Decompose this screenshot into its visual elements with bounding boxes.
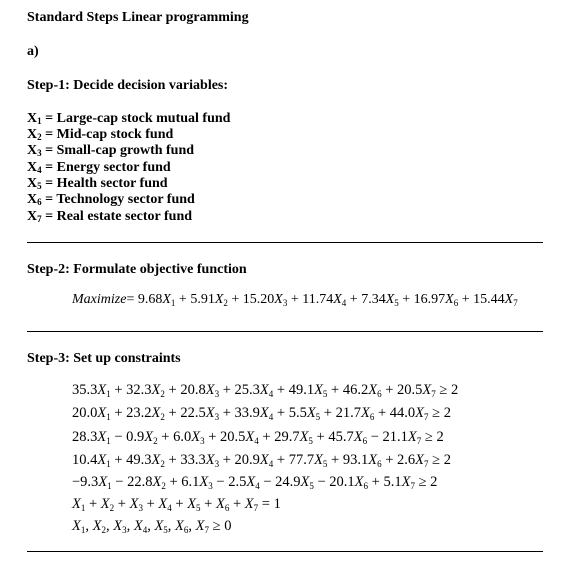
- variable-symbol: X: [214, 292, 224, 307]
- relation: ≥ 2: [428, 405, 451, 421]
- variable-index: 3: [214, 459, 220, 469]
- variable-index: 7: [424, 459, 429, 469]
- variable-symbol: X: [98, 474, 108, 490]
- coefficient: 22.5: [180, 405, 206, 421]
- relation: ≥ 2: [435, 382, 459, 398]
- variable-symbol: X: [27, 160, 38, 175]
- variable-index: 5: [315, 412, 321, 422]
- variable-symbol: X: [158, 496, 168, 512]
- operator: −: [313, 474, 330, 490]
- constraint-row: [72, 429, 444, 446]
- variable-index: 4: [254, 436, 259, 446]
- operator: −: [110, 429, 127, 445]
- operator: +: [258, 429, 275, 445]
- variable-symbol: X: [445, 292, 454, 307]
- coefficient: 20.5: [220, 429, 246, 445]
- variable-symbol: X: [195, 518, 205, 534]
- variable-label: = Mid-cap stock fund: [41, 127, 174, 142]
- operator: +: [229, 496, 245, 512]
- operator: +: [164, 405, 181, 421]
- variable-index: 4: [37, 165, 42, 175]
- variable-index: 6: [369, 412, 375, 422]
- relation: = 1: [258, 496, 281, 512]
- operator: +: [165, 474, 182, 490]
- coefficient: 29.7: [274, 429, 300, 445]
- coefficient: 5.5: [288, 405, 307, 421]
- operator: +: [368, 474, 384, 490]
- variable-label: = Real estate sector fund: [41, 209, 193, 224]
- variable-label: = Health sector fund: [41, 176, 168, 191]
- operator: +: [200, 496, 216, 512]
- variable-index: 2: [109, 503, 115, 513]
- operator: ,: [147, 518, 155, 534]
- relation: ≥ 0: [209, 518, 232, 534]
- coefficient: 35.3: [72, 382, 98, 398]
- coefficient: 22.8: [127, 474, 153, 490]
- coefficient: 6.0: [173, 429, 192, 445]
- variable-symbol: X: [92, 518, 102, 534]
- variable-index: 7: [37, 214, 42, 224]
- variable-index: 5: [322, 389, 328, 399]
- coefficient: 2.6: [397, 452, 416, 468]
- variable-symbol: X: [368, 452, 378, 468]
- operator: +: [219, 452, 235, 468]
- operator: +: [164, 382, 181, 398]
- variable-index: 1: [80, 525, 86, 535]
- variable-symbol: X: [129, 496, 139, 512]
- operator: +: [381, 382, 398, 398]
- variable-index: 3: [138, 503, 143, 513]
- operator: +: [287, 292, 303, 307]
- coefficient: 28.3: [72, 429, 98, 445]
- coefficient: 20.5: [397, 382, 423, 398]
- variable-symbol: X: [215, 496, 225, 512]
- variable-symbol: X: [354, 474, 364, 490]
- variable-index: 4: [167, 503, 172, 513]
- variable-symbol: X: [205, 405, 215, 421]
- variable-index: 7: [513, 298, 518, 308]
- variable-index: 3: [214, 412, 220, 422]
- variable-symbol: X: [353, 429, 363, 445]
- variable-symbol: X: [151, 382, 161, 398]
- operator: +: [273, 405, 289, 421]
- operator: +: [312, 429, 329, 445]
- variable-symbol: X: [205, 382, 215, 398]
- variable-label: = Large-cap stock mutual fund: [41, 111, 231, 126]
- variable-symbol: X: [175, 518, 184, 534]
- variable-symbol: X: [259, 452, 269, 468]
- coefficient: 9.68: [137, 292, 163, 307]
- operator: ,: [167, 518, 176, 534]
- variable-index: 1: [106, 436, 111, 446]
- variable-symbol: X: [299, 429, 309, 445]
- variable-symbol: X: [259, 382, 269, 398]
- page-title: Standard Steps Linear programming: [27, 10, 249, 25]
- variable-symbol: X: [199, 474, 209, 490]
- objective-lead: Maximize: [72, 292, 127, 307]
- variable-symbol: X: [245, 429, 255, 445]
- coefficient: 21.1: [382, 429, 408, 445]
- variable-symbol: X: [100, 496, 110, 512]
- variable-symbol: X: [401, 474, 411, 490]
- variable-index: 6: [363, 481, 369, 491]
- operator: +: [346, 292, 362, 307]
- coefficient: 15.44: [473, 292, 505, 307]
- variable-symbol: X: [27, 111, 38, 126]
- variable-symbol: X: [385, 292, 395, 307]
- operator: +: [204, 429, 221, 445]
- coefficient: 44.0: [389, 405, 416, 421]
- coefficient: 46.2: [342, 382, 369, 398]
- variable-index: 1: [37, 116, 42, 126]
- coefficient: 20.8: [180, 382, 206, 398]
- operator: +: [110, 452, 127, 468]
- variable-label: = Technology sector fund: [41, 192, 195, 207]
- variable-symbol: X: [246, 474, 256, 490]
- variable-symbol: X: [415, 405, 425, 421]
- variable-index: 1: [80, 503, 86, 513]
- variable-symbol: X: [191, 429, 201, 445]
- relation: ≥ 2: [414, 474, 438, 490]
- operator: =: [126, 292, 138, 307]
- relation: ≥ 2: [428, 452, 451, 468]
- operator: ,: [105, 518, 114, 534]
- variable-index: 1: [106, 389, 111, 399]
- operator: +: [327, 452, 343, 468]
- operator: +: [114, 496, 130, 512]
- variable-symbol: X: [259, 405, 269, 421]
- variable-symbol: X: [314, 452, 323, 468]
- operator: +: [110, 405, 127, 421]
- variable-symbol: X: [151, 452, 161, 468]
- variable-index: 7: [431, 389, 436, 399]
- operator: −: [111, 474, 128, 490]
- variable-label: = Energy sector fund: [41, 160, 171, 175]
- variable-index: 7: [204, 525, 210, 535]
- variable-symbol: X: [27, 143, 38, 158]
- variable-symbol: X: [97, 452, 107, 468]
- coefficient: 20.0: [72, 405, 98, 421]
- variable-symbol: X: [306, 405, 316, 421]
- variable-symbol: X: [27, 127, 38, 142]
- coefficient: 45.7: [328, 429, 354, 445]
- operator: +: [157, 429, 174, 445]
- operator: +: [219, 382, 235, 398]
- variable-symbol: X: [244, 496, 254, 512]
- coefficient: 15.20: [242, 292, 275, 307]
- coefficient: −9.3: [72, 474, 99, 490]
- variable-index: 3: [214, 389, 220, 399]
- operator: +: [164, 452, 181, 468]
- variable-symbol: X: [314, 382, 323, 398]
- variable-symbol: X: [504, 292, 514, 307]
- variable-index: 2: [161, 481, 166, 491]
- constraint-row: [72, 452, 451, 469]
- variable-index: 3: [208, 481, 213, 491]
- variable-index: 6: [377, 459, 382, 469]
- variable-symbol: X: [368, 382, 378, 398]
- constraint-row: [72, 496, 281, 513]
- operator: +: [110, 382, 127, 398]
- variable-symbol: X: [113, 518, 123, 534]
- variable-index: 5: [196, 503, 201, 513]
- coefficient: 25.3: [234, 382, 260, 398]
- operator: +: [327, 382, 343, 398]
- variable-symbol: X: [422, 382, 432, 398]
- variable-index: 4: [268, 459, 274, 469]
- coefficient: 93.1: [342, 452, 369, 468]
- step2-heading: Step-2: Formulate objective function: [27, 262, 247, 277]
- coefficient: 0.9: [126, 429, 145, 445]
- decision-variable: [27, 143, 194, 161]
- variable-index: 7: [416, 436, 422, 446]
- variable-index: 6: [377, 389, 382, 399]
- variable-index: 5: [308, 436, 313, 446]
- coefficient: 6.1: [181, 474, 200, 490]
- variable-symbol: X: [152, 474, 162, 490]
- variable-symbol: X: [27, 209, 38, 224]
- variable-index: 5: [163, 525, 168, 535]
- variable-index: 2: [223, 298, 228, 308]
- variable-symbol: X: [205, 452, 215, 468]
- operator: ,: [85, 518, 93, 534]
- variable-index: 5: [37, 181, 42, 191]
- variable-symbol: X: [154, 518, 164, 534]
- variable-index: 4: [268, 389, 274, 399]
- variable-symbol: X: [333, 292, 342, 307]
- decision-variable: [27, 209, 192, 227]
- section-divider: [27, 551, 543, 552]
- variable-index: 6: [453, 298, 459, 308]
- operator: +: [398, 292, 414, 307]
- variable-symbol: X: [360, 405, 370, 421]
- variable-index: 3: [37, 148, 42, 158]
- operator: +: [142, 496, 159, 512]
- variable-index: 5: [394, 298, 399, 308]
- variable-index: 4: [255, 481, 260, 491]
- variable-index: 1: [106, 459, 111, 469]
- variable-index: 2: [153, 436, 158, 446]
- variable-index: 7: [253, 503, 259, 513]
- variable-index: 5: [322, 459, 328, 469]
- variable-symbol: X: [27, 192, 38, 207]
- operator: +: [227, 292, 243, 307]
- variable-index: 2: [160, 389, 165, 399]
- variable-symbol: X: [144, 429, 154, 445]
- variable-index: 6: [183, 525, 189, 535]
- variable-index: 2: [160, 459, 165, 469]
- coefficient: 2.5: [228, 474, 247, 490]
- operator: −: [259, 474, 276, 490]
- variable-index: 2: [160, 412, 165, 422]
- variable-index: 3: [122, 525, 127, 535]
- step3-heading: Step-3: Set up constraints: [27, 351, 181, 366]
- variable-symbol: X: [415, 452, 425, 468]
- objective-terms: [126, 292, 517, 307]
- variable-index: 4: [268, 412, 274, 422]
- coefficient: 11.74: [302, 292, 334, 307]
- variable-symbol: X: [97, 405, 107, 421]
- coefficient: 21.7: [335, 405, 361, 421]
- coefficient: 33.3: [180, 452, 206, 468]
- operator: +: [85, 496, 101, 512]
- step1-heading: Step-1: Decide decision variables:: [27, 78, 229, 93]
- section-divider: [27, 242, 543, 243]
- coefficient: 23.2: [126, 405, 152, 421]
- variable-index: 4: [142, 525, 148, 535]
- variable-index: 3: [282, 298, 288, 308]
- objective-function: [72, 292, 518, 308]
- variable-index: 3: [200, 436, 205, 446]
- variable-index: 5: [309, 481, 314, 491]
- decision-variable: [27, 192, 195, 210]
- constraint-row: [72, 474, 437, 491]
- operator: +: [273, 382, 289, 398]
- coefficient: 32.3: [126, 382, 152, 398]
- variable-symbol: X: [274, 292, 283, 307]
- coefficient: 16.97: [413, 292, 446, 307]
- operator: +: [175, 292, 191, 307]
- variable-index: 1: [107, 481, 112, 491]
- variable-symbol: X: [27, 176, 38, 191]
- variable-index: 4: [341, 298, 347, 308]
- variable-index: 6: [362, 436, 368, 446]
- coefficient: 49.1: [288, 382, 315, 398]
- variable-symbol: X: [187, 496, 197, 512]
- coefficient: 7.34: [361, 292, 386, 307]
- constraint-row: [72, 382, 458, 399]
- variable-symbol: X: [151, 405, 161, 421]
- variable-symbol: X: [162, 292, 171, 307]
- coefficient: 20.1: [329, 474, 355, 490]
- operator: ,: [188, 518, 196, 534]
- operator: −: [367, 429, 383, 445]
- variable-symbol: X: [72, 496, 81, 512]
- variable-symbol: X: [133, 518, 143, 534]
- operator: ,: [126, 518, 134, 534]
- variable-symbol: X: [97, 429, 107, 445]
- coefficient: 77.7: [288, 452, 315, 468]
- coefficient: 20.9: [234, 452, 260, 468]
- variable-index: 6: [224, 503, 230, 513]
- variable-index: 7: [410, 481, 415, 491]
- relation: ≥ 2: [421, 429, 444, 445]
- coefficient: 5.91: [190, 292, 215, 307]
- operator: +: [273, 452, 289, 468]
- operator: +: [381, 452, 398, 468]
- variable-symbol: X: [300, 474, 310, 490]
- operator: +: [320, 405, 336, 421]
- constraint-row: [72, 518, 231, 535]
- variable-label: = Small-cap growth fund: [41, 143, 195, 158]
- operator: +: [171, 496, 188, 512]
- variable-index: 7: [424, 412, 429, 422]
- section-divider: [27, 331, 543, 332]
- variable-index: 1: [106, 412, 111, 422]
- constraint-row: [72, 405, 451, 422]
- variable-index: 2: [37, 132, 42, 142]
- coefficient: 5.1: [383, 474, 402, 490]
- coefficient: 49.3: [126, 452, 152, 468]
- variable-index: 1: [170, 298, 176, 308]
- coefficient: 33.9: [234, 405, 260, 421]
- operator: −: [212, 474, 229, 490]
- variable-index: 6: [37, 197, 42, 207]
- variable-symbol: X: [97, 382, 107, 398]
- variable-symbol: X: [72, 518, 81, 534]
- part-label: a): [27, 44, 39, 59]
- operator: +: [219, 405, 235, 421]
- operator: +: [458, 292, 474, 307]
- variable-index: 2: [101, 525, 106, 535]
- variable-symbol: X: [407, 429, 417, 445]
- operator: +: [374, 405, 390, 421]
- coefficient: 24.9: [275, 474, 301, 490]
- coefficient: 10.4: [72, 452, 98, 468]
